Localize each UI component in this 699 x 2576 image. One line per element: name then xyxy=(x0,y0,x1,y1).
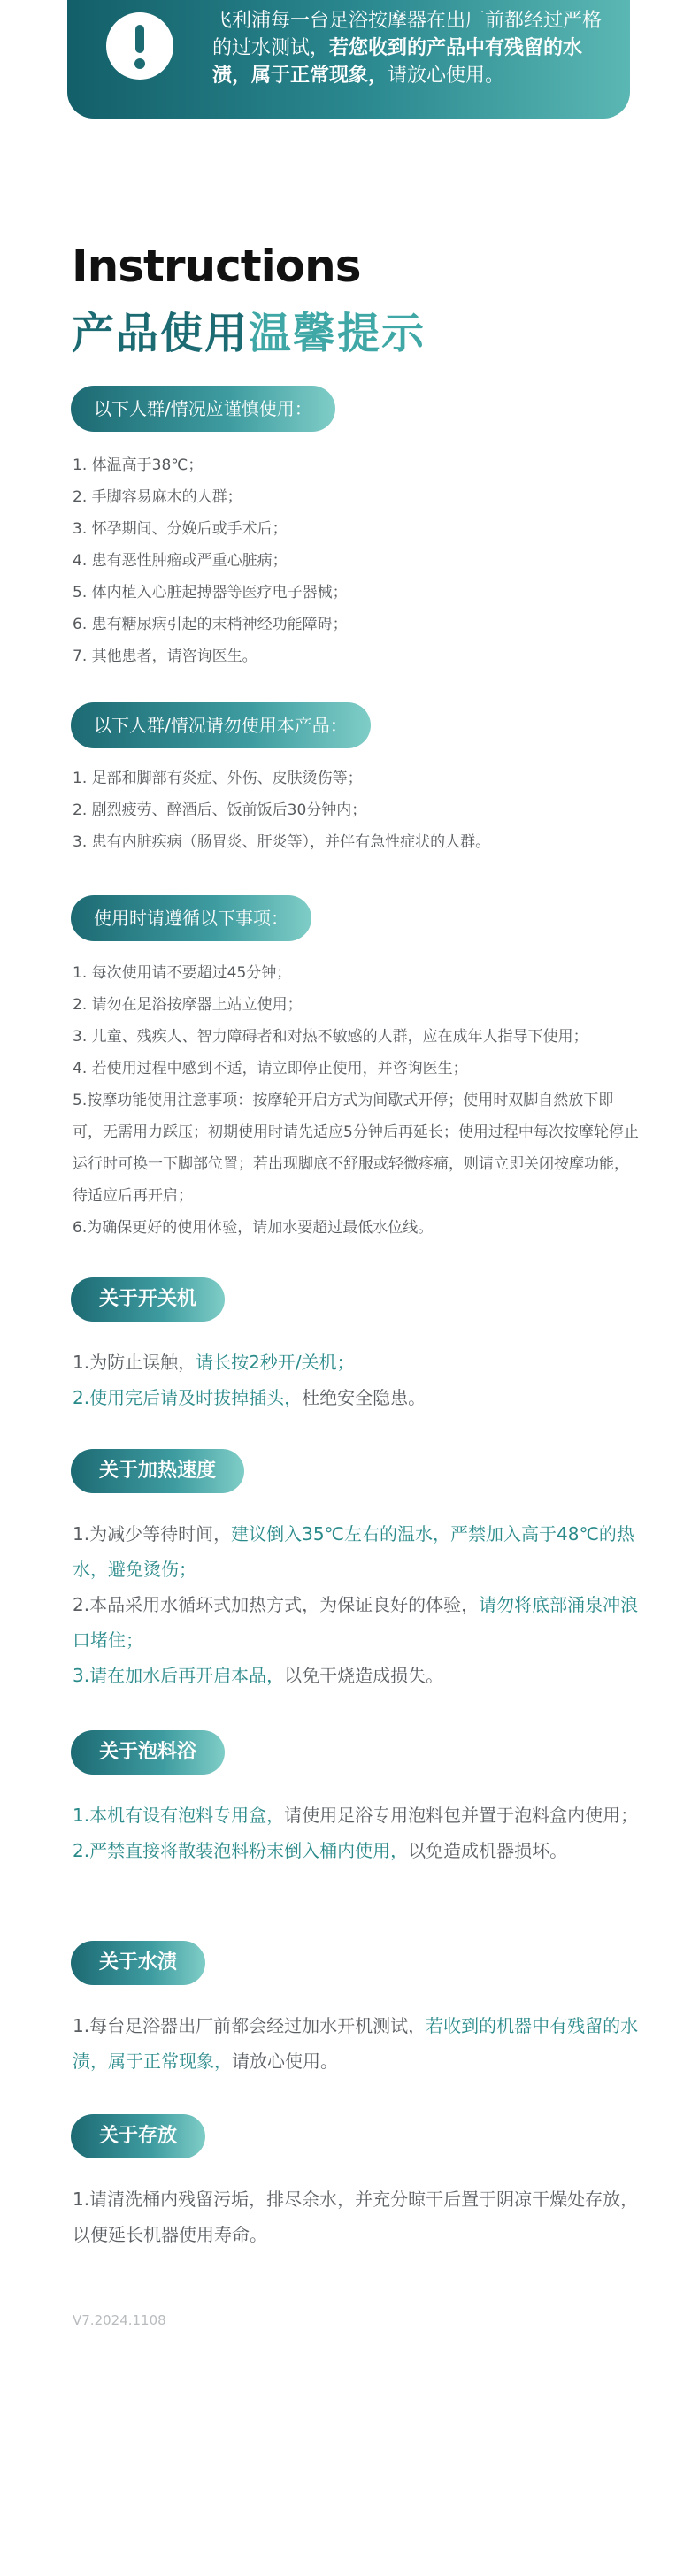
list-item: 1. 每次使用请不要超过45分钟； xyxy=(73,964,292,982)
item-highlight: 请长按2秒开/关机； xyxy=(196,1352,355,1373)
section-storage-label: 关于存放 xyxy=(71,2114,205,2158)
list-item: 7. 其他患者，请咨询医生。 xyxy=(73,648,257,665)
section-caution-list xyxy=(73,449,639,672)
banner-line-tail: 请放心使用。 xyxy=(388,65,505,87)
list-item xyxy=(73,1658,639,1693)
item-text: 请放心使用。 xyxy=(232,2051,338,2072)
list-item xyxy=(73,1516,639,1587)
section-foam-label: 关于泡料浴 xyxy=(71,1730,225,1775)
list-item: 1. 体温高于38℃； xyxy=(73,456,204,474)
section-prohibited-label: 以下人群/情况请勿使用本产品： xyxy=(71,702,371,748)
item-highlight: 3.请在加水后再开启本品， xyxy=(73,1665,285,1686)
list-item xyxy=(73,1380,639,1415)
list-item xyxy=(73,1833,639,1868)
section-caution-label: 以下人群/情况应谨慎使用： xyxy=(71,386,335,432)
title-cn-accent: 温馨提示 xyxy=(249,309,426,358)
list-item: 4. 患有恶性肿瘤或严重心脏病； xyxy=(73,552,288,570)
version-label: V7.2024.1108 xyxy=(73,2312,166,2328)
list-item: 2. 手脚容易麻木的人群； xyxy=(73,488,242,506)
section-prohibited-list xyxy=(73,763,639,858)
list-item: 3. 怀孕期间、分娩后或手术后； xyxy=(73,520,288,538)
list-item xyxy=(73,1345,639,1380)
list-item: 4. 若使用过程中感到不适，请立即停止使用，并咨询医生； xyxy=(73,1060,468,1077)
list-item: 5. 体内植入心脏起搏器等医疗电子器械； xyxy=(73,584,348,602)
banner-text xyxy=(212,7,602,89)
item-highlight: 请勿将底部涌泉冲浪口堵住； xyxy=(73,1594,639,1651)
list-item: 3. 儿童、残疾人、智力障碍者和对热不敏感的人群，应在成年人指导下使用； xyxy=(73,1028,588,1046)
page-title-cn xyxy=(72,299,426,360)
item-text: 杜绝安全隐患。 xyxy=(302,1387,426,1408)
item-text: 1.每台足浴器出厂前都会经过加水开机测试， xyxy=(73,2015,426,2036)
section-heating-label: 关于加热速度 xyxy=(71,1449,244,1493)
list-item: 2. 剧烈疲劳、醉酒后、饭前饭后30分钟内； xyxy=(73,801,367,819)
section-storage-list xyxy=(73,2181,639,2252)
notice-banner xyxy=(67,0,630,119)
list-item: 5.按摩功能使用注意事项：按摩轮开启方式为间歇式开停；使用时双脚自然放下即可，无需用力踩压；初期使用时请先适应5分钟后再延长；使用过程中每次按摩轮停止运行时可换一下脚部位置；若出现脚底不舒服或轻微疼痛，则请立即关闭按摩功能，待适应后再开启； xyxy=(73,1092,639,1205)
item-text: 以免干烧造成损失。 xyxy=(284,1665,444,1686)
section-heating-list xyxy=(73,1516,639,1693)
item-text: 1.为减少等待时间， xyxy=(73,1523,232,1545)
item-highlight: 2.使用完后请及时拔掉插头， xyxy=(73,1387,303,1408)
item-highlight: 2.严禁直接将散装泡料粉末倒入桶内使用， xyxy=(73,1840,409,1861)
item-text: 2.本品采用水循环式加热方式，为保证良好的体验， xyxy=(73,1594,480,1615)
item-text: 请使用足浴专用泡料包并置于泡料盒内使用； xyxy=(284,1805,639,1826)
section-stain-label: 关于水渍 xyxy=(71,1941,205,1985)
list-item: 1. 足部和脚部有炎症、外伤、皮肤烫伤等； xyxy=(73,770,363,787)
title-cn-main: 产品使用 xyxy=(72,309,250,358)
list-item: 6.为确保更好的使用体验，请加水要超过最低水位线。 xyxy=(73,1219,434,1237)
section-stain-list xyxy=(73,2008,639,2079)
section-usage-label: 使用时请遵循以下事项： xyxy=(71,895,311,941)
item-text: 1.为防止误触， xyxy=(73,1352,196,1373)
list-item xyxy=(73,2008,639,2079)
list-item: 1.请清洗桶内残留污垢，排尽余水，并充分晾干后置于阴凉干燥处存放，以便延长机器使用寿命。 xyxy=(73,2189,639,2245)
section-usage-list xyxy=(73,957,639,1244)
exclamation-icon xyxy=(106,12,173,80)
section-power-list xyxy=(73,1345,639,1415)
list-item: 3. 患有内脏疾病（肠胃炎、肝炎等），并伴有急性症状的人群。 xyxy=(73,833,491,851)
list-item: 6. 患有糖尿病引起的末梢神经功能障碍； xyxy=(73,616,348,633)
banner-line-plain: 飞利浦每一台足浴按摩器在出厂前都经过严格的过水测试， xyxy=(212,10,603,59)
item-highlight: 1.本机有设有泡料专用盒， xyxy=(73,1805,285,1826)
banner-line-bold: 若您收到的产品中有残留的水渍，属于正常现象， xyxy=(212,37,583,87)
item-highlight: 建议倒入35℃左右的温水，严禁加入高于48℃的热水，避免烫伤； xyxy=(73,1523,634,1580)
list-item: 2. 请勿在足浴按摩器上站立使用； xyxy=(73,996,303,1014)
list-item xyxy=(73,1587,639,1658)
item-highlight: 若收到的机器中有残留的水渍，属于正常现象， xyxy=(73,2015,639,2072)
page-title-en: Instructions xyxy=(72,241,361,292)
section-power-label: 关于开关机 xyxy=(71,1277,225,1322)
section-foam-list xyxy=(73,1798,639,1868)
item-text: 以免造成机器损坏。 xyxy=(408,1840,568,1861)
list-item xyxy=(73,1798,639,1833)
